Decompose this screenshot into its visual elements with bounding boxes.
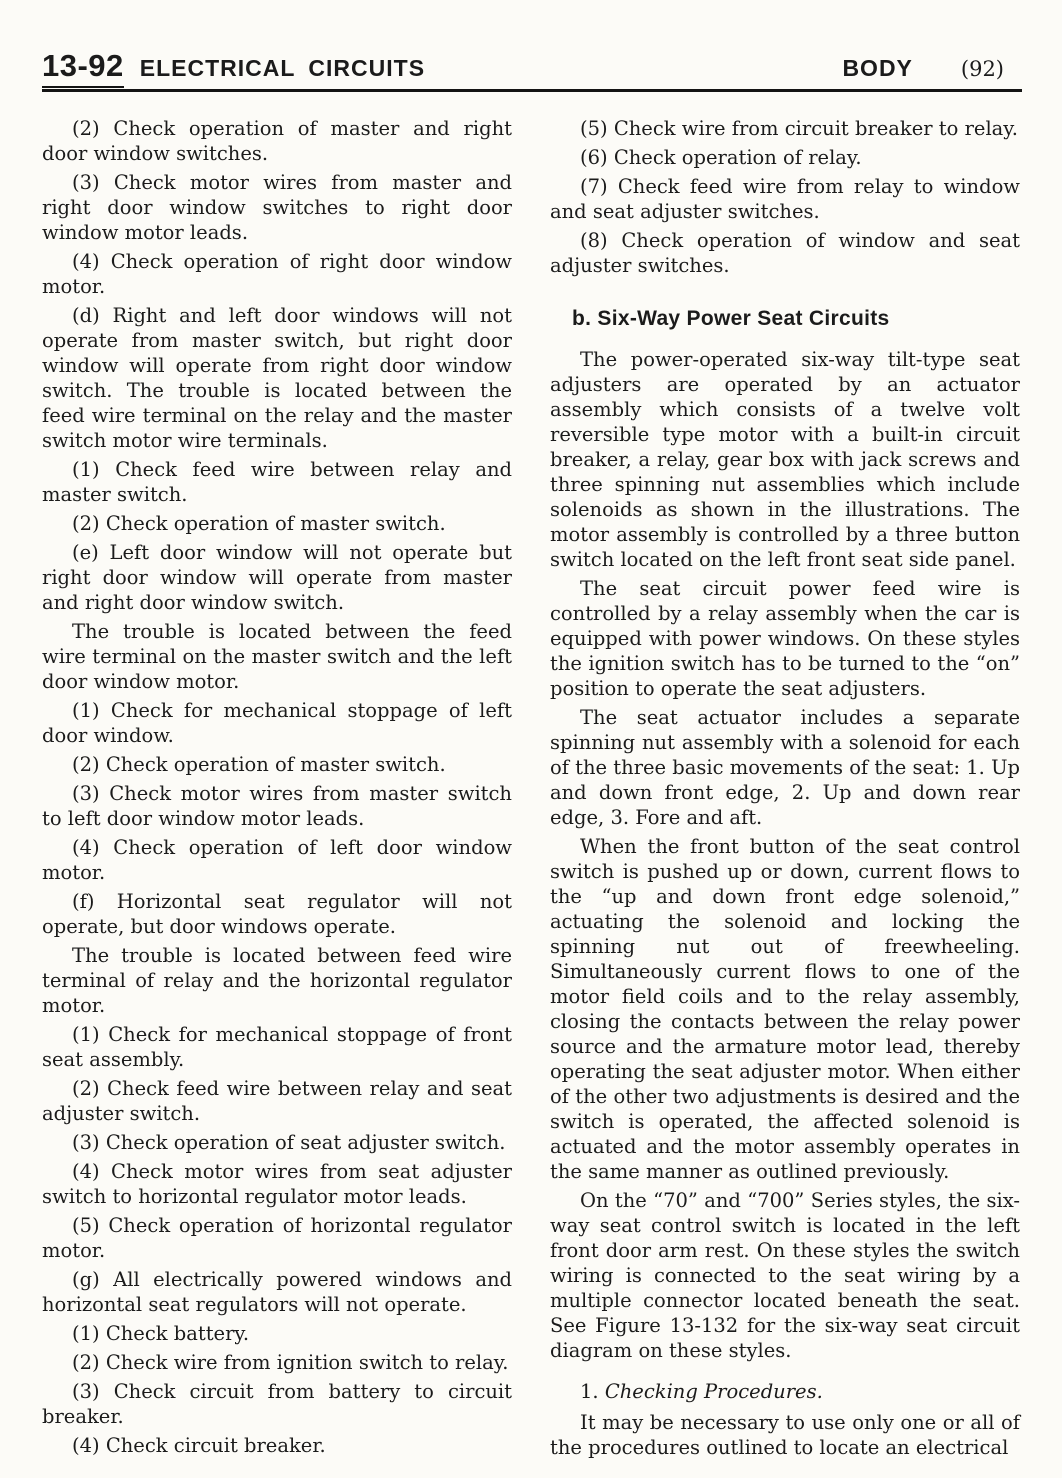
procedure-item: (3) Check motor wires from master switch to left door window motor leads. bbox=[42, 782, 512, 830]
header-body-title: BODY bbox=[842, 55, 913, 81]
procedure-item: (8) Check operation of window and seat adjuster switches. bbox=[550, 229, 1020, 277]
procedure-item: (2) Check feed wire between relay and seat adjuster switch. bbox=[42, 1077, 512, 1125]
body-paragraph: The power-operated six-way tilt-type seat adjusters are operated by an actuator assembly which consists of a twelve volt reversible type motor with a built-in circuit breaker, a relay, gear box with jack screws and three spinning nut assemblies which include solenoids as shown in the illustrations. The motor assembly is controlled by a three button switch located on the left front seat side panel. bbox=[550, 348, 1020, 571]
procedure-item: (1) Check for mechanical stoppage of front seat assembly. bbox=[42, 1023, 512, 1071]
body-paragraph: The seat circuit power feed wire is controlled by a relay assembly when the car is equipped with power windows. On these styles the ignition switch has to be turned to the “on” position to operate the seat adjusters. bbox=[550, 577, 1020, 700]
procedure-item: (3) Check circuit from battery to circuit breaker. bbox=[42, 1380, 512, 1428]
procedure-item: (3) Check motor wires from master and right door window switches to right door window motor leads. bbox=[42, 171, 512, 244]
procedure-item: (4) Check operation of left door window motor. bbox=[42, 836, 512, 884]
body-paragraph: On the “70” and “700” Series styles, the six-way seat control switch is located in the left front door arm rest. On these styles the switch wiring is connected to the seat wiring by a multiple connector located beneath the seat. See Figure 13-132 for the six-way seat circuit diagram on these styles. bbox=[550, 1189, 1020, 1362]
two-column-text bbox=[0, 92, 1062, 1464]
body-paragraph: When the front button of the seat control switch is pushed up or down, current flows to the “up and down front edge solenoid,” actuating the solenoid and locking the spinning nut out of freewheeling. Simultaneously current flows to one of the motor field coils and to the relay assembly, closing the contacts between the relay power source and the armature motor lead, thereby operating the seat adjuster motor. When either of the other two adjustments is desired and the switch is operated, the affected solenoid is actuated and the motor assembly operates in the same manner as outlined previously. bbox=[550, 835, 1020, 1183]
page-header bbox=[42, 0, 1022, 92]
right-column bbox=[550, 116, 1020, 1464]
body-paragraph: The seat actuator includes a separate spinning nut assembly with a solenoid for each of the three basic movements of the seat: 1. Up and down front edge, 2. Up and down rear edge, 3. Fore and aft. bbox=[550, 706, 1020, 829]
body-paragraph: The trouble is located between feed wire terminal of relay and the horizontal regulator motor. bbox=[42, 944, 512, 1017]
procedure-item: (7) Check feed wire from relay to window and seat adjuster switches. bbox=[550, 175, 1020, 223]
subsection-number: 1. bbox=[580, 1380, 599, 1403]
page-number: (92) bbox=[960, 57, 1004, 81]
procedure-item: (5) Check wire from circuit breaker to relay. bbox=[580, 117, 1018, 140]
header-right-group bbox=[842, 55, 1022, 82]
procedure-item: (6) Check operation of relay. bbox=[580, 146, 862, 169]
trouble-case-paragraph: (d) Right and left door windows will not operate from master switch, but right door window will operate from right door window switch. The trouble is located between the feed wire terminal on the relay and the master switch motor wire terminals. bbox=[42, 304, 512, 452]
procedure-item: (4) Check operation of right door window motor. bbox=[42, 250, 512, 298]
trouble-case-paragraph: (g) All electrically powered windows and horizontal seat regulators will not operate. bbox=[42, 1268, 512, 1316]
trouble-case-paragraph: (e) Left door window will not operate but right door window will operate from master and right door window switch. bbox=[42, 541, 512, 614]
procedure-item: (2) Check wire from ignition switch to relay. bbox=[72, 1351, 509, 1374]
procedure-item: (1) Check for mechanical stoppage of left door window. bbox=[42, 699, 512, 747]
section-number: 13-92 bbox=[42, 48, 124, 88]
left-column bbox=[42, 116, 512, 1464]
procedure-item: (2) Check operation of master switch. bbox=[72, 512, 446, 535]
body-paragraph: It may be necessary to use only one or all of the procedures outlined to locate an electrical bbox=[550, 1411, 1020, 1459]
subsection-title: Checking Procedures. bbox=[604, 1380, 823, 1403]
procedure-item: (1) Check feed wire between relay and master switch. bbox=[42, 458, 512, 506]
section-title: ELECTRICAL CIRCUITS bbox=[139, 55, 426, 81]
procedure-item: (2) Check operation of master switch. bbox=[72, 753, 446, 776]
procedure-item: (2) Check operation of master and right door window switches. bbox=[42, 117, 512, 165]
body-paragraph: The trouble is located between the feed wire terminal on the master switch and the left door window motor. bbox=[42, 620, 512, 693]
subsection-heading-checking-procedures bbox=[550, 1379, 1020, 1404]
procedure-item: (3) Check operation of seat adjuster switch. bbox=[72, 1131, 506, 1154]
procedure-item: (5) Check operation of horizontal regulator motor. bbox=[42, 1214, 512, 1262]
procedure-item: (4) Check circuit breaker. bbox=[72, 1434, 326, 1457]
procedure-item: (1) Check battery. bbox=[72, 1322, 250, 1345]
trouble-case-paragraph: (f) Horizontal seat regulator will not operate, but door windows operate. bbox=[42, 890, 512, 938]
procedure-item: (4) Check motor wires from seat adjuster switch to horizontal regulator motor leads. bbox=[42, 1160, 512, 1208]
section-heading-six-way-power-seat-circuits: b. Six-Way Power Seat Circuits bbox=[572, 307, 890, 330]
